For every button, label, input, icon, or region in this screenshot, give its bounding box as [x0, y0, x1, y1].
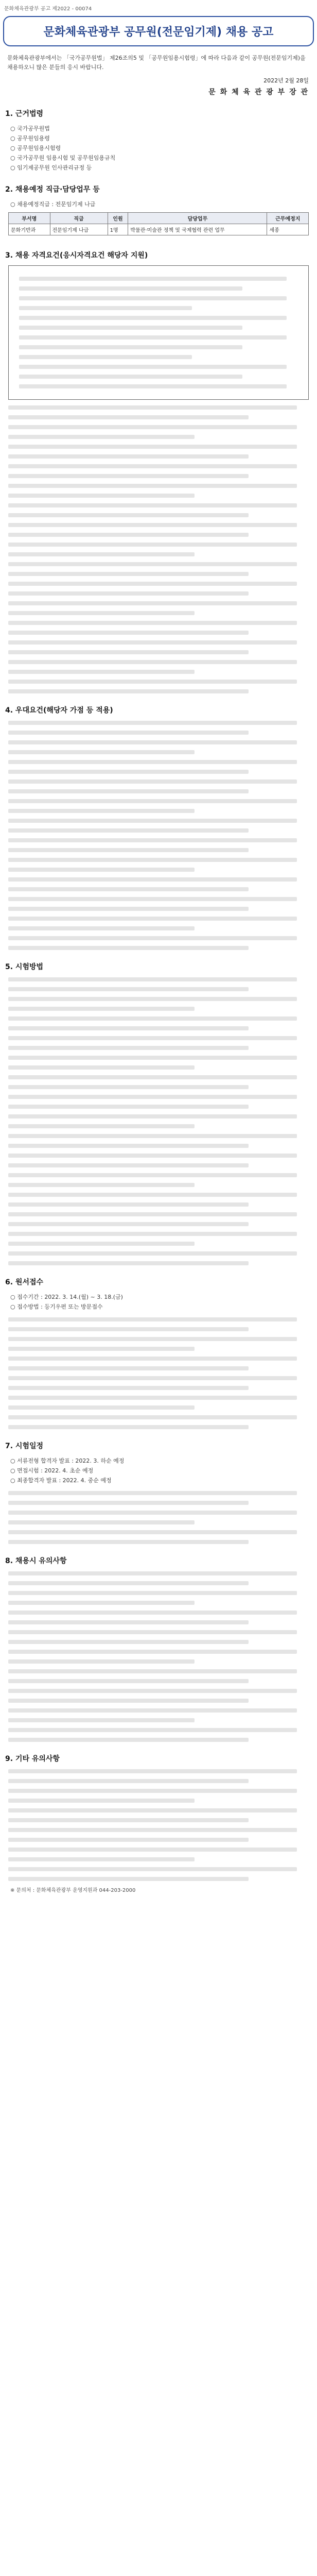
law-item: ○ 공무원임용시험령: [10, 145, 61, 151]
section-9-heading: 9. 기타 유의사항: [5, 1755, 60, 1763]
table-cell: 전문임기제 나급: [50, 224, 108, 235]
qualification-box: [8, 265, 309, 400]
section-2-heading: 2. 채용예정 직급·담당업무 등: [5, 185, 100, 194]
law-item: ○ 임기제공무원 인사관리규정 등: [10, 164, 92, 171]
section-1-heading: 1. 근거법령: [5, 110, 44, 118]
period-label: ○ 접수기간: [10, 1294, 39, 1300]
table-cell: 1명: [108, 224, 128, 235]
table-header: 담당업무: [128, 213, 267, 224]
section-8-heading: 8. 채용시 유의사항: [5, 1557, 67, 1565]
law-item: ○ 공무원임용령: [10, 135, 50, 142]
table-cell: 박물관·미술관 정책 및 국제협력 관련 업무: [128, 224, 267, 235]
period-value: 2022. 3. 14.(월) ~ 3. 18.(금): [44, 1294, 123, 1300]
schedule-item: ○ 면접시험 : 2022. 4. 초순 예정: [10, 1467, 94, 1474]
section-5-heading: 5. 시험방법: [5, 963, 44, 971]
table-header: 부서명: [9, 213, 50, 224]
table-cell: 문화기반과: [9, 224, 50, 235]
table-cell: 세종: [267, 224, 309, 235]
table-row: [9, 224, 309, 235]
method-value: 등기우편 또는 방문접수: [44, 1303, 103, 1310]
notice-title: 문화체육관광부 공무원(전문임기제) 채용 공고: [3, 16, 314, 46]
section-3-heading: 3. 채용 자격요건(응시자격요건 해당자 지원): [5, 251, 148, 260]
table-header: 직급: [50, 213, 108, 224]
intro-paragraph: 문화체육관광부에서는 「국가공무원법」 제26조의5 및 「공무원임용시험령」에 따라 다음과 같이 공무원(전문임기제)을 채용하오니 많은 분들의 응시 바랍니다.: [7, 55, 306, 71]
table-header: 인원: [108, 213, 128, 224]
rank-note: ○ 채용예정직급 : 전문임기제 나급: [10, 201, 96, 208]
law-item: ○ 국가공무원법: [10, 125, 50, 132]
schedule-item: ○ 서류전형 합격자 발표 : 2022. 3. 하순 예정: [10, 1458, 125, 1464]
section-4-heading: 4. 우대요건(해당자 가점 등 적용): [5, 706, 113, 715]
notice-document: 문화체육관광부 공고 제2022 - 00074 문화체육관광부 공무원(전문임기제) 채용 공고 문화체육관광부에서는 「국가공무원법」 제26조의5 및 「공무원임용시험령」에 따라 다음과 같이 공무원(전문임기제)을 채용하오니 많은 분들의 응시 바랍니다. 2022년 2월 28일 문 화 체 육 관 광 부 장 관 1. 근거법령 ○ 국가공무원법 ○ 공무원임용령 ○ 공무원임용시험령 ○ 국가공무원 임용시험 및 공무원임용규칙 ○ 임기제공무원 인사관리규정 등 2. 채용예정 직급·담당업무 등 ○ 채용예정직급 : 전문임기제 나급 부서명 직급 인원 담당업무 근무예정지 문화기반과 전문임기제 나급 1명 박물관·미술관 정책 및 국제협력 관련 업무 세종 3. 채용 자격요건(응시자격요건 해당자 지원) 4. 우대요건(해당자 가점 등 적용) 5. 시험방법 6. 원서접수 ○ 접수기간 : 2022. 3. 14.(월) ~ 3. 18.(금) ○ 접수방법 : 등기우편 또는 방문접수 7. 시험일정 ○ 서류전형 합격자 발표 : 2022. 3. 하순 예정 ○ 면접시험 : 2022. 4. 초순 예정 ○ 최종합격자 발표 : 2022. 4. 중순 예정 8. 채용시 유의사항 9. 기타 유의사항 ※ 문의처 : 문화체육관광부 운영지원과 044-203-2000: [3, 2, 314, 1895]
section-7-heading: 7. 시험일정: [5, 1442, 44, 1450]
law-item: ○ 국가공무원 임용시험 및 공무원임용규칙: [10, 155, 116, 161]
issuing-organization: 문 화 체 육 관 광 부 장 관: [208, 88, 309, 96]
table-header: 근무예정지: [267, 213, 309, 224]
schedule-item: ○ 최종합격자 발표 : 2022. 4. 중순 예정: [10, 1477, 112, 1484]
contact-info: ※ 문의처 : 문화체육관광부 운영지원과 044-203-2000: [10, 1888, 136, 1893]
section-6-heading: 6. 원서접수: [5, 1278, 44, 1286]
position-table: [8, 212, 309, 235]
notice-date: 2022년 2월 28일: [263, 77, 309, 84]
notice-number: 문화체육관광부 공고 제2022 - 00074: [4, 6, 92, 12]
method-label: ○ 접수방법: [10, 1303, 39, 1310]
